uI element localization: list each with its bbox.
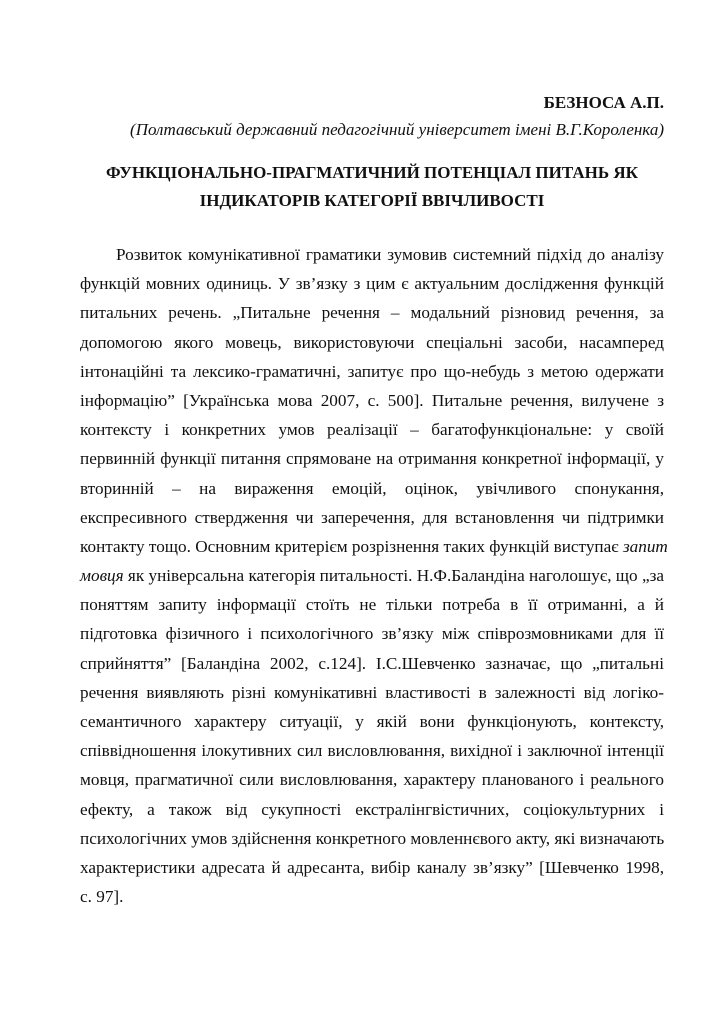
text-segment: експресивного ствердження чи заперечення, для встановлення чи підтримки [80, 507, 664, 527]
paragraph-line [80, 795, 664, 824]
text-segment: характеристики адресата й адресанта, вибір каналу зв’язку” [Шевченко 1998, [80, 857, 664, 877]
title-line: ІНДИКАТОРІВ КАТЕГОРІЇ ВВІЧЛИВОСТІ [199, 191, 545, 210]
text-segment: психологічних умов здійснення конкретного мовленнєвого акту, які визначають [80, 828, 665, 848]
text-segment: речення виявляють різні комунікативні властивості в залежності від логіко- [80, 682, 664, 702]
paragraph-line [80, 357, 664, 386]
text-segment: співвідношення ілокутивних сил висловлювання, вихідної і заключної інтенції [80, 741, 664, 761]
paragraph-line [80, 298, 664, 327]
paragraph-line [80, 532, 668, 561]
text-segment: як універсальна категорія питальності. Н.Ф.Баландіна наголошує, що „за [123, 566, 664, 586]
text-segment: сприйняття” [Баландіна 2002, с.124]. І.С.Шевченко зазначає, що „питальні [80, 653, 664, 673]
paragraph-line [80, 882, 664, 911]
text-segment: поняттям запиту інформації стоїть не тільки потреба в її отриманні, а й [80, 595, 664, 615]
paragraph-line [80, 240, 664, 269]
paragraph-line [80, 474, 664, 503]
text-segment: інтонаційні та лексико-граматичні, запитує про що-небудь з метою одержати [80, 361, 664, 381]
italic-term: мовця [80, 566, 124, 586]
paragraph-line [80, 328, 664, 357]
text-segment: підготовка фізичного і психологічного зв’язку між співрозмовниками для її [80, 624, 664, 644]
paragraph-line [80, 269, 664, 298]
text-segment: контексту і конкретних умов реалізації – багатофункціональне: у своїй [80, 420, 664, 440]
paragraph-line [80, 561, 664, 590]
text-segment: с. 97]. [80, 887, 124, 907]
paragraph-line [80, 590, 664, 619]
text-segment: мовця, прагматичної сили висловлювання, характеру планованого і реального [80, 770, 664, 790]
author-affiliation: (Полтавський державний педагогічний університет імені В.Г.Короленка) [130, 120, 664, 139]
text-segment: семантичного характеру ситуації, у якій вони функціонують, контексту, [80, 712, 664, 731]
paragraph-line [80, 736, 664, 765]
italic-term: запит [622, 536, 668, 556]
paragraph-line [80, 415, 664, 444]
text-segment: функцій мовних одиниць. У зв’язку з цим є актуальним дослідження функцій [80, 274, 664, 294]
paragraph-line [80, 619, 664, 648]
paragraph-line [80, 678, 664, 707]
text-segment: інформацію” [Українська мова 2007, с. 500]. Питальне речення, вилучене з [80, 390, 664, 410]
text-segment: допомогою якого мовець, використовуючи спеціальні засоби, насамперед [80, 332, 664, 352]
paragraph-line [80, 707, 664, 736]
article-title [80, 159, 664, 215]
title-line: ФУНКЦІОНАЛЬНО-ПРАГМАТИЧНИЙ ПОТЕНЦІАЛ ПИТАНЬ ЯК [106, 163, 638, 182]
body-paragraph [80, 240, 668, 911]
text-segment: первинній функції питання спрямоване на отримання конкретної інформації, у [80, 449, 664, 469]
author-name: БЕЗНОСА А.П. [543, 93, 664, 112]
text-segment: ефекту, а також від сукупності екстралінгвістичних, соціокультурних і [80, 799, 664, 819]
paragraph-line [80, 503, 664, 532]
paragraph-line [80, 386, 664, 415]
text-segment: Розвиток комунікативної граматики зумовив системний підхід до аналізу [116, 245, 664, 264]
paragraph-line [80, 765, 664, 794]
text-segment: питальних речень. „Питальне речення – модальний різновид речення, за [80, 303, 664, 323]
paragraph-line [80, 649, 664, 678]
paragraph-line [80, 444, 664, 473]
paragraph-line [80, 853, 664, 882]
text-segment: вторинній – на вираження емоцій, оцінок, увічливого спонукання, [80, 478, 664, 498]
text-segment: контакту тощо. Основним критерієм розрізнення таких функцій виступає [80, 536, 623, 556]
paragraph-line [80, 824, 664, 853]
